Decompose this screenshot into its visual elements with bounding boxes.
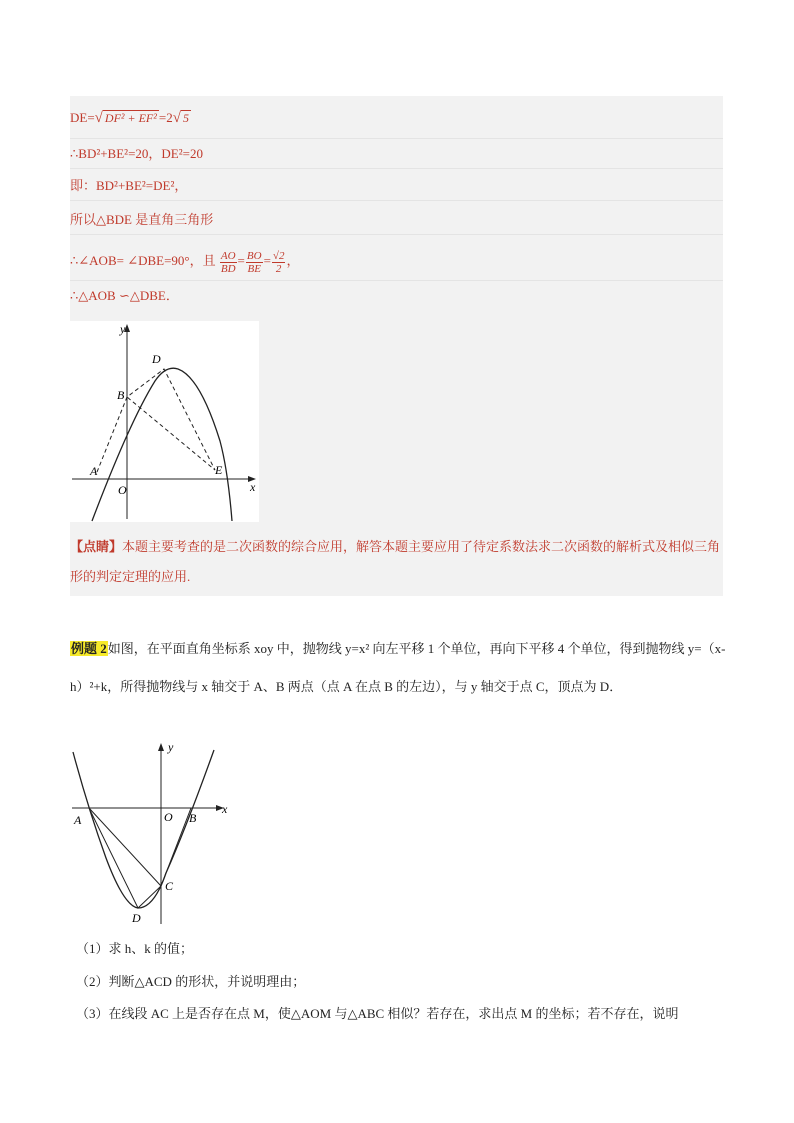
label-x: x — [250, 480, 256, 494]
label-x-2: x — [222, 802, 228, 816]
solution-line-2: ∴BD²+BE²=20，DE²=20 — [70, 144, 723, 169]
frac3-num: √2 — [272, 249, 285, 262]
radicand: DF² + EF² — [104, 111, 157, 125]
parabola-figure-1 — [70, 321, 259, 522]
question-3: （3）在线段 AC 上是否存在点 M，使△AOM 与△ABC 相似？若存在，求出点 M 的坐标；若不存在，说明 — [76, 1006, 679, 1021]
label-b-2: B — [189, 811, 197, 825]
label-y-2: y — [168, 740, 174, 754]
radical-sign: √ — [94, 110, 103, 126]
solution-line-3: 即：BD²+BE²=DE²， — [70, 176, 723, 201]
label-c-2: C — [165, 879, 174, 893]
frac1-num: AO — [220, 249, 236, 262]
frac2-num: BO — [246, 249, 262, 262]
de-prefix: DE= — [70, 110, 95, 125]
label-o-2: O — [164, 810, 173, 824]
label-a-2: A — [74, 813, 82, 827]
problem-statement — [70, 630, 730, 706]
solution-line-6: ∴△AOB ∽△DBE． — [70, 288, 179, 303]
triangle-lines — [89, 808, 191, 908]
question-1: （1）求 h、k 的值； — [76, 941, 194, 956]
label-d: D — [152, 352, 161, 366]
dashed-lines — [97, 369, 215, 472]
eq2: = — [263, 253, 271, 268]
fraction-ao-bd — [220, 250, 237, 275]
solution-line-de — [70, 108, 723, 139]
label-y: y — [120, 322, 126, 336]
line5-suffix: ， — [286, 253, 300, 268]
fraction-root2-2 — [272, 250, 286, 275]
fraction-bo-be — [246, 250, 263, 275]
label-o: O — [118, 483, 127, 497]
example-tag: 例题 2 — [71, 641, 107, 656]
sqrt5: 5 — [182, 111, 189, 125]
frac3-den: 2 — [275, 262, 282, 275]
parabola-curve-2 — [73, 750, 214, 908]
remark-label: 【点睛】 — [70, 539, 123, 554]
remark-note — [70, 532, 723, 592]
solution-panel — [70, 96, 723, 596]
figure-1-svg — [70, 321, 259, 522]
label-d-2: D — [132, 911, 141, 925]
solution-line-4: 所以△BDE 是直角三角形 — [70, 210, 723, 235]
figure-2-svg — [66, 738, 236, 928]
frac1-den: BD — [220, 262, 236, 275]
de-eq: =2 — [158, 110, 173, 125]
radical-sign-2: √ — [172, 110, 181, 126]
label-a: A — [90, 464, 98, 478]
label-e: E — [215, 463, 223, 477]
parabola-figure-2 — [66, 738, 236, 928]
parabola-curve — [92, 368, 232, 521]
question-2: （2）判断△ACD 的形状，并说明理由； — [76, 974, 306, 989]
frac2-den: BE — [247, 262, 261, 275]
eq1: = — [237, 253, 245, 268]
y-axis-arrow-2 — [158, 743, 164, 751]
solution-line-5 — [70, 242, 723, 281]
problem-text: 如图，在平面直角坐标系 xoy 中，抛物线 y=x² 向左平移 1 个单位，再向下平移 4 个单位，得到抛物线 y=（x-h）²+k，所得抛物线与 x 轴交于 A、B 两点（点 A 在点 B 的左边），与 y 轴交于点 C，顶点为 D． — [70, 641, 726, 694]
line5-prefix: ∴∠AOB= ∠DBE=90°，且 — [70, 253, 216, 268]
remark-text: 本题主要考查的是二次函数的综合应用，解答本题主要应用了待定系数法求二次函数的解析式及相似三角形的判定定理的应用. — [70, 539, 721, 584]
label-b: B — [117, 388, 125, 402]
